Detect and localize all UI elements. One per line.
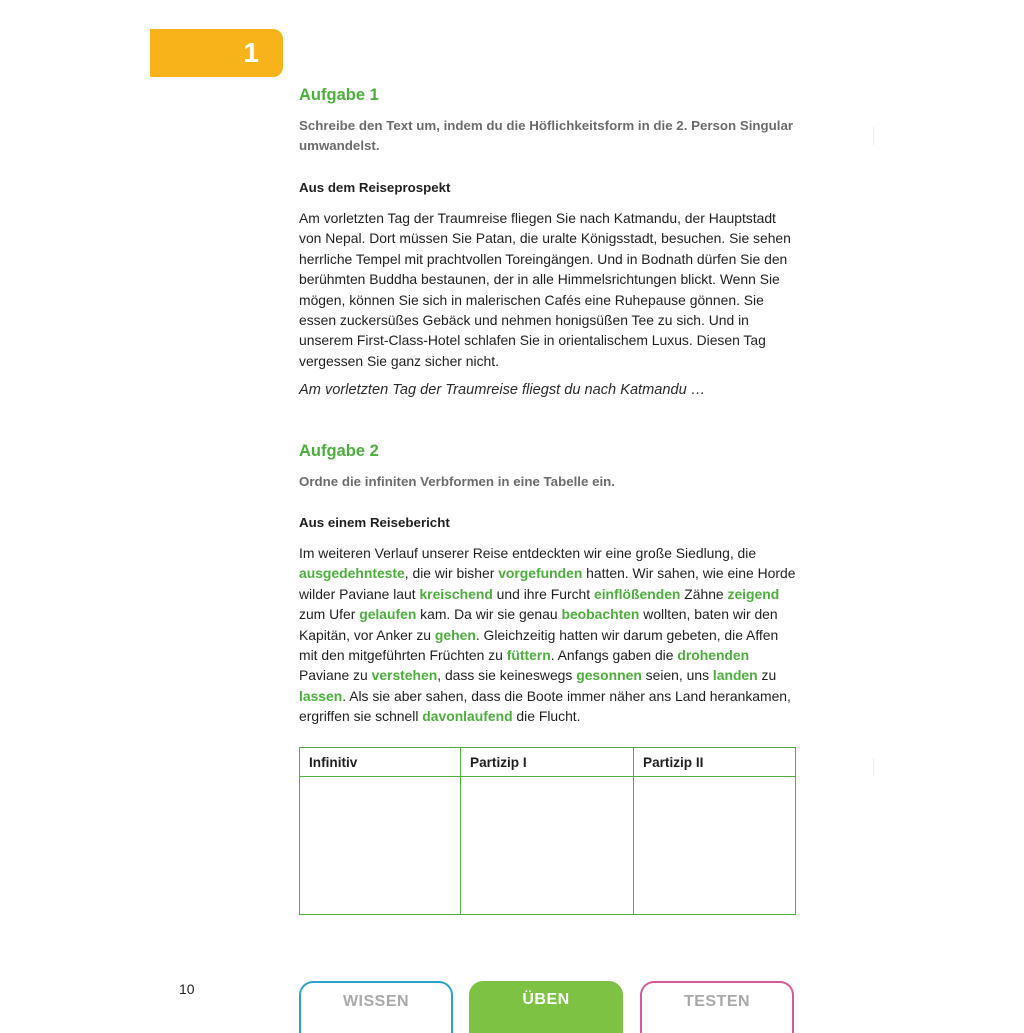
table-header-infinitiv: Infinitiv: [300, 748, 461, 777]
task1-example-line: Am vorletzten Tag der Traumreise fliegst du nach Katmandu …: [299, 382, 706, 398]
task2-instruction: Ordne die infiniten Verbformen in eine Tabelle ein.: [299, 474, 615, 489]
chapter-number-tab: [150, 29, 283, 77]
table-header-partizip-1: Partizip I: [461, 748, 634, 777]
text-segment: . Gleichzeitig hatten wir darum gebeten, die Affen mit den mitgeführten Früchten zu: [299, 626, 779, 664]
highlighted-verb-form: davonlaufend: [422, 708, 513, 725]
highlighted-verb-form: vorgefunden: [498, 565, 583, 582]
text-segment: , die wir bisher: [404, 565, 499, 582]
text-segment: und ihre Furcht: [492, 585, 594, 602]
text-segment: seien, uns: [641, 667, 713, 684]
highlighted-verb-form: verstehen: [371, 667, 438, 684]
task2-title: Aufgabe 2: [299, 442, 379, 460]
tab-testen[interactable]: TESTEN: [640, 981, 794, 1033]
task1-title: Aufgabe 1: [299, 86, 379, 104]
task1-subheading: Aus dem Reiseprospekt: [299, 180, 451, 195]
highlighted-verb-form: gehen: [434, 626, 476, 643]
chapter-number: 1: [243, 37, 259, 68]
text-segment: wollten, baten wir den Kapitän, vor Anker zu: [299, 606, 778, 643]
text-segment: hatten. Wir sahen, wie eine Horde wilder Paviane laut: [299, 565, 796, 602]
task2-subheading: Aus einem Reisebericht: [299, 515, 450, 530]
text-segment: zu: [757, 667, 777, 684]
margin-tick: [873, 758, 874, 776]
highlighted-verb-form: zeigend: [727, 585, 780, 602]
tab-ueben[interactable]: ÜBEN: [469, 981, 623, 1033]
text-segment: Zähne: [680, 585, 728, 602]
highlighted-verb-form: gelaufen: [359, 606, 417, 623]
highlighted-verb-form: kreischend: [419, 585, 493, 602]
task1-instruction: Schreibe den Text um, indem du die Höflichkeitsform in die 2. Person Singular umwandelst.: [299, 118, 794, 153]
highlighted-verb-form: einflößenden: [593, 585, 681, 602]
tab-wissen[interactable]: WISSEN: [299, 981, 453, 1033]
highlighted-verb-form: landen: [712, 667, 758, 684]
table-cell-partizip-1[interactable]: [461, 777, 634, 915]
highlighted-verb-form: füttern: [506, 647, 551, 664]
margin-tick: [873, 127, 874, 145]
highlighted-verb-form: ausgedehnteste: [299, 565, 405, 582]
task1-text: Am vorletzten Tag der Traumreise fliegen Sie nach Katmandu, der Hauptstadt von Nepal. Dort müssen Sie Patan, die uralte Königsstadt, besuchen. Sie sehen herrliche Tempel mit prachtvollen Toreingängen. Und in Bodnath dürfen Sie den berühmten Buddha bestaunen, der in alle Himmelsrichtungen blickt. Wenn Sie mögen, können Sie sich in malerischen Cafés eine Ruhepause gönnen. Sie essen zuckersüßes Gebäck und nehmen honigsüßen Tee zu sich. Und in unserem First-Class-Hotel schlafen Sie in orientalischem Luxus. Diesen Tag vergessen Sie ganz sicher nicht.: [299, 210, 791, 369]
highlighted-verb-form: lassen: [299, 687, 343, 704]
text-segment: . Als sie aber sahen, dass die Boote immer näher ans Land herankamen, ergriffen sie schnell: [299, 687, 791, 725]
table-cell-infinitiv[interactable]: [300, 777, 461, 915]
table-cell-partizip-2[interactable]: [634, 777, 796, 915]
text-segment: kam. Da wir sie genau: [416, 606, 562, 623]
highlighted-verb-form: gesonnen: [576, 667, 642, 684]
text-segment: . Anfangs gaben die: [550, 647, 678, 664]
text-segment: zum Ufer: [299, 606, 360, 623]
task2-text: [299, 543, 799, 727]
text-segment: Im weiteren Verlauf unserer Reise entdeckten wir eine große Siedlung, die: [299, 545, 757, 561]
text-segment: Paviane zu: [299, 667, 372, 684]
highlighted-verb-form: beobachten: [561, 606, 640, 623]
highlighted-verb-form: drohenden: [677, 647, 750, 664]
table-header-partizip-2: Partizip II: [634, 748, 796, 777]
verb-form-table: [299, 747, 796, 915]
page-number: 10: [179, 981, 195, 997]
text-segment: , dass sie keineswegs: [437, 667, 577, 684]
text-segment: die Flucht.: [512, 708, 581, 725]
